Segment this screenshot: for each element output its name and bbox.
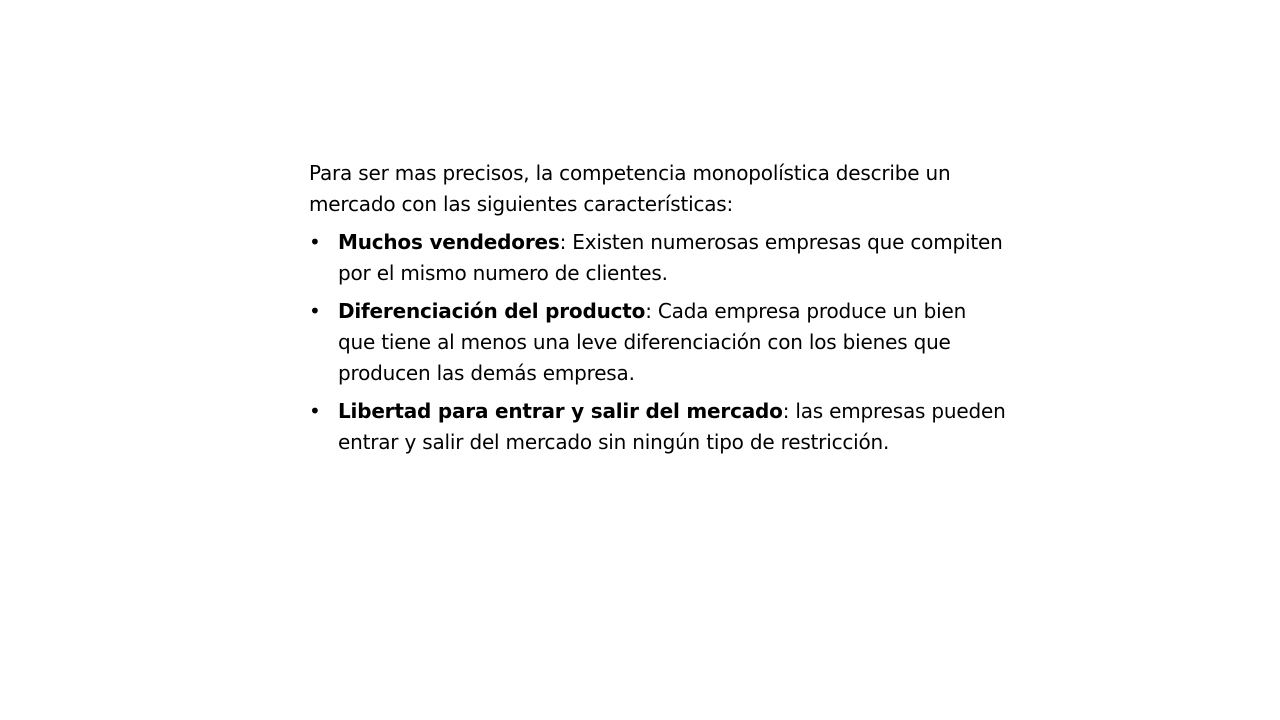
bullet-icon: • — [309, 399, 321, 423]
list-item-muchos-vendedores — [309, 227, 1009, 289]
list-item-diferenciacion — [309, 296, 1009, 389]
bullet-term: Diferenciación del producto — [338, 299, 646, 323]
bullet-text: : Existen numerosas empresas que compiten por el mismo numero de clientes. — [338, 230, 1003, 285]
slide-content — [309, 158, 1009, 465]
bullet-term: Libertad para entrar y salir del mercado — [338, 399, 783, 423]
bullet-icon: • — [309, 299, 321, 323]
list-item-libertad — [309, 396, 1009, 458]
intro-paragraph: Para ser mas precisos, la competencia monopolística describe un mercado con las siguientes características: — [309, 161, 951, 216]
bullet-text: : las empresas pueden entrar y salir del mercado sin ningún tipo de restricción. — [338, 399, 1006, 454]
bullet-text: : Cada empresa produce un bien que tiene al menos una leve diferenciación con los bienes que producen las demás empresa. — [338, 299, 967, 385]
characteristics-list — [309, 227, 1009, 458]
bullet-term: Muchos vendedores — [338, 230, 560, 254]
bullet-icon: • — [309, 230, 321, 254]
